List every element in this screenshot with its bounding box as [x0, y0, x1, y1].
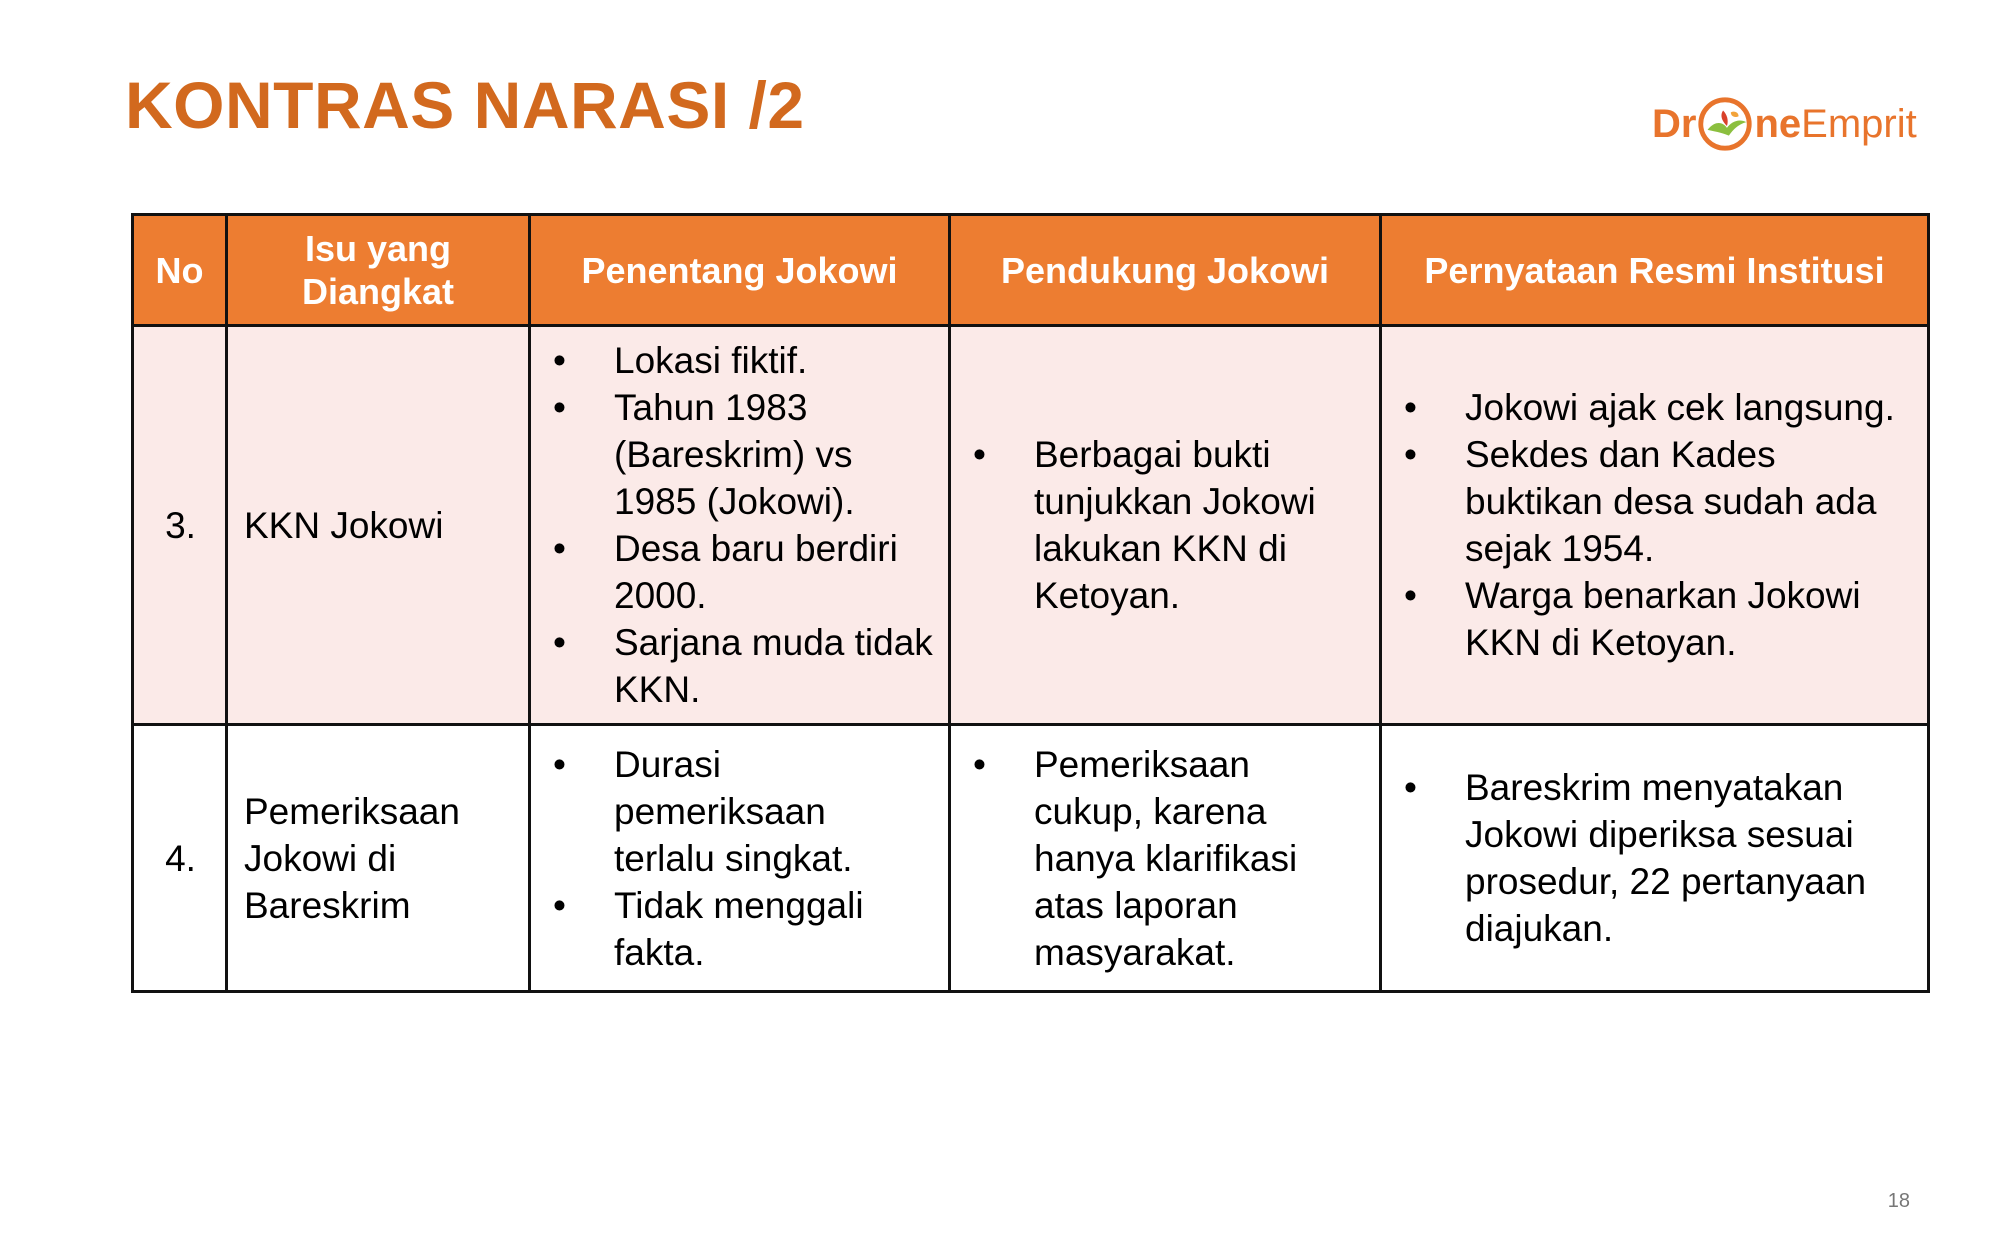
row-official	[1381, 326, 1929, 725]
header-issue: Isu yang Diangkat	[227, 215, 530, 326]
drone-emprit-logo	[1652, 88, 1917, 160]
list-item: • Lokasi fiktif.	[547, 337, 934, 384]
list-item: • Desa baru berdiri 2000.	[547, 525, 934, 619]
slide-title: KONTRAS NARASI /2	[125, 68, 805, 142]
row-supporters	[950, 725, 1381, 992]
row-number: 4.	[133, 725, 227, 992]
row-official	[1381, 725, 1929, 992]
list-item: • Tahun 1983 (Bareskrim) vs 1985 (Jokowi).	[547, 384, 934, 525]
header-supporters: Pendukung Jokowi	[950, 215, 1381, 326]
list-item: • Sekdes dan Kades buktikan desa sudah ada sejak 1954.	[1398, 431, 1913, 572]
row-issue: Pemeriksaan Jokowi di Bareskrim	[227, 725, 530, 992]
page-number: 18	[1887, 1190, 1910, 1212]
bird-in-circle-icon	[1694, 93, 1756, 155]
row-issue: KKN Jokowi	[227, 326, 530, 725]
logo-text-dr: Dr	[1652, 101, 1697, 146]
logo-text-emprit: Emprit	[1801, 101, 1917, 146]
row-supporters	[950, 326, 1381, 725]
row-opponents	[530, 326, 950, 725]
header-no: No	[133, 215, 227, 326]
list-item: • Bareskrim menyatakan Jokowi diperiksa sesuai prosedur, 22 pertanyaan diajukan.	[1398, 764, 1913, 952]
list-item: • Durasi pemeriksaan terlalu singkat.	[547, 741, 934, 882]
row-opponents	[530, 725, 950, 992]
table-row	[133, 725, 1929, 992]
header-official: Pernyataan Resmi Institusi	[1381, 215, 1929, 326]
narrative-contrast-table	[131, 213, 1930, 993]
logo-text-ne: ne	[1754, 101, 1802, 146]
row-number: 3.	[133, 326, 227, 725]
list-item: • Warga benarkan Jokowi KKN di Ketoyan.	[1398, 572, 1913, 666]
list-item: • Sarjana muda tidak KKN.	[547, 619, 934, 713]
header-opponents: Penentang Jokowi	[530, 215, 950, 326]
list-item: • Berbagai bukti tunjukkan Jokowi lakukan KKN di Ketoyan.	[967, 431, 1365, 619]
table-row	[133, 326, 1929, 725]
list-item: • Pemeriksaan cukup, karena hanya klarifikasi atas laporan masyarakat.	[967, 741, 1365, 976]
list-item: • Tidak menggali fakta.	[547, 882, 934, 976]
list-item: • Jokowi ajak cek langsung.	[1398, 384, 1913, 431]
table-header-row	[133, 215, 1929, 326]
